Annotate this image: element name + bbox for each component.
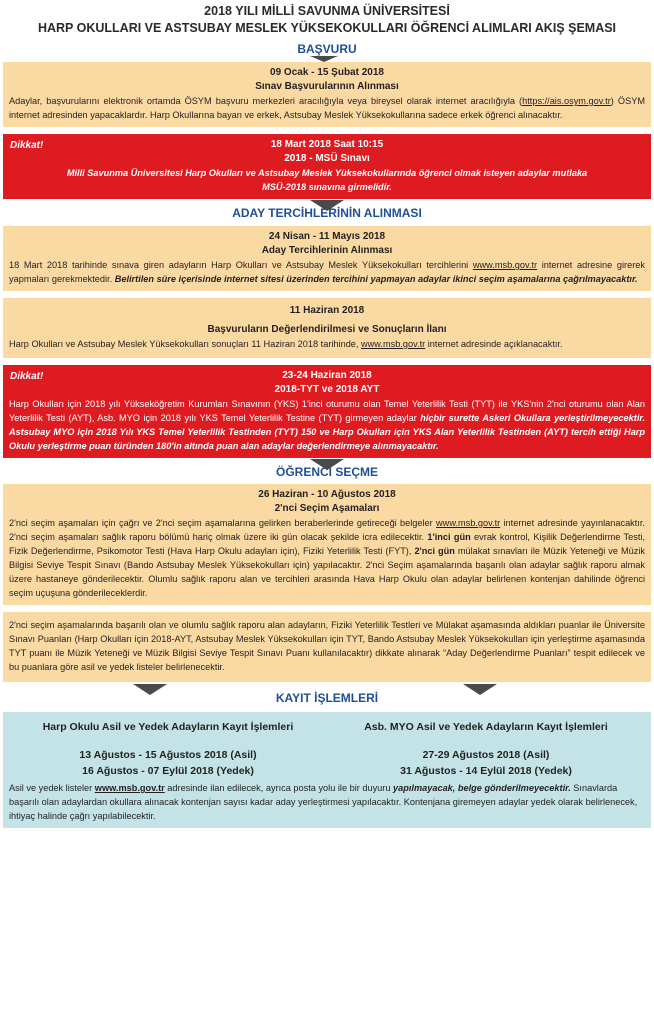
box-subtitle: 2'nci Seçim Aşamaları bbox=[274, 503, 380, 514]
box-subtitle: 2018 - MSÜ Sınavı bbox=[284, 153, 370, 164]
box-kayit-islemleri bbox=[3, 712, 651, 828]
box-date: 24 Nisan - 11 Mayıs 2018 bbox=[268, 231, 386, 242]
box-date: 09 Ocak - 15 Şubat 2018 bbox=[270, 67, 384, 78]
box-aday-tercih bbox=[3, 226, 651, 291]
box-text: 18 Mart 2018 tarihinde sınava giren adayların Harp Okulları ve Astsubay Meslek Yüksekokulları tercihlerini www.msb.gov.tr internet adresine girerek yapmaları gerekmektedir. Belirtilen süre içerisinde internet sitesi üzerinden tercihini yapmayan adaylar ikinci seçim aşamalarına çağrılmayacaktır. bbox=[9, 260, 645, 284]
box-text: Harp Okulları için 2018 yılı Yükseköğretim Kurumları Sınavının (YKS) 1'inci oturumu olan Temel Yeterlilik Testi (TYT) ile YKS'nin 2'nci oturumu olan Alan Yeterlilik Testi (AYT), Asb. MYO için 2018 yılı YKS Temel Yeterlilik Testine (TYT) girmeyen adaylar hiçbir surette Askeri Okullara yerleştirilmeyecektir. Astsubay MYO için 2018 Yılı YKS Temel Yeterlilik Testinden (TYT) 150 ve Harp Okulları için YKS Alan Yeterlilik Testinden (AYT) tercih ettiği Harp Okulu yerleştirme puan türünden 180'in altında puan alan adaylar değerlendirmeye alınmayacaktır. bbox=[9, 399, 645, 451]
box-subtitle: Başvuruların Değerlendirilmesi ve Sonuçların İlanı bbox=[207, 324, 447, 335]
title-line-2: HARP OKULLARI VE ASTSUBAY MESLEK YÜKSEKOKULLARI ÖĞRENCİ ALIMLARI AKIŞ ŞEMASI bbox=[37, 21, 617, 35]
msb-link[interactable]: www.msb.gov.tr bbox=[436, 518, 501, 528]
dikkat-label: Dikkat! bbox=[10, 371, 44, 382]
box-date: 11 Haziran 2018 bbox=[289, 305, 365, 316]
box-date: 18 Mart 2018 Saat 10:15 bbox=[270, 139, 384, 150]
section-secme: ÖĞRENCİ SEÇME bbox=[275, 465, 378, 479]
down-arrow-icon bbox=[310, 459, 344, 470]
box-text: Asil ve yedek listeler www.msb.gov.tr adresinde ilan edilecek, ayrıca posta yolu ile bir duyuru yapılmayacak, belge gönderilmeyecektir. Sınavlarda başarılı olan adaylardan okullara alınacak kontenjan sayısı kadar aday yerleştirmesi yapılacaktır. Kontenjana giremeyen adaylar yedek olarak belirlenecek, ihtiyaç halinde çağrı yapılabilecektir. bbox=[9, 783, 638, 821]
section-basvuru: BAŞVURU bbox=[297, 42, 357, 56]
box-msu-sinavi bbox=[3, 134, 651, 199]
down-arrow-icon bbox=[133, 684, 167, 695]
box-text: Milli Savunma Üniversitesi Harp Okulları ve Astsubay Meslek Yüksekokullarında öğrenci olmak isteyen adaylar mutlaka MSÜ-2018 sınavına girmelidir. bbox=[66, 168, 588, 192]
box-subtitle: Aday Tercihlerinin Alınması bbox=[261, 245, 393, 256]
down-arrow-icon bbox=[310, 200, 344, 211]
column-title: Asb. MYO Asil ve Yedek Adayların Kayıt İşlemleri bbox=[364, 721, 608, 733]
box-sinav-basvuru bbox=[3, 62, 651, 127]
title-line-1: 2018 YILI MİLLİ SAVUNMA ÜNİVERSİTESİ bbox=[204, 4, 450, 18]
kayit-columns bbox=[9, 720, 645, 779]
down-arrow-icon bbox=[310, 56, 338, 62]
box-subtitle: 2018-TYT ve 2018 AYT bbox=[274, 384, 380, 395]
box-secim-asamalari bbox=[3, 484, 651, 605]
msb-link[interactable]: www.msb.gov.tr bbox=[94, 783, 165, 793]
msb-link[interactable]: www.msb.gov.tr bbox=[361, 339, 426, 349]
osym-link[interactable]: https://ais.osym.gov.tr bbox=[522, 96, 611, 106]
msb-link[interactable]: www.msb.gov.tr bbox=[472, 260, 538, 270]
box-sonuc-ilani bbox=[3, 298, 651, 358]
column-date: 13 Ağustos - 15 Ağustos 2018 (Asil) bbox=[79, 749, 257, 761]
column-date: 31 Ağustos - 14 Eylül 2018 (Yedek) bbox=[400, 765, 572, 777]
column-date: 16 Ağustos - 07 Eylül 2018 (Yedek) bbox=[82, 765, 254, 777]
box-date: 26 Haziran - 10 Ağustos 2018 bbox=[258, 489, 396, 500]
section-tercih: ADAY TERCİHLERİNİN ALINMASI bbox=[232, 206, 422, 220]
harp-okulu-column bbox=[9, 720, 327, 779]
box-text: Harp Okulları ve Astsubay Meslek Yüksekokulları sonuçları 11 Haziran 2018 tarihinde, www.msb.gov.tr internet adresinde açıklanacaktır. bbox=[9, 339, 563, 349]
column-title: Harp Okulu Asil ve Yedek Adayların Kayıt İşlemleri bbox=[42, 721, 294, 733]
column-date: 27-29 Ağustos 2018 (Asil) bbox=[422, 749, 550, 761]
page-title bbox=[0, 0, 654, 37]
down-arrow-icon bbox=[463, 684, 497, 695]
box-text: 2'nci seçim aşamaları için çağrı ve 2'nci seçim aşamalarına gelirken beraberlerinde getireceği belgeler www.msb.gov.tr internet adresinde yayınlanacaktır. 2'nci seçim aşamaları sağlık raporu bölümü hariç olmak üzere iki gün olacak şekilde icra edilecektir. 1'inci gün evrak kontrol, Kişilik Değerlendirme Testi, Fizik Değerlendirme, Psikomotor Testi (Hava Harp Okulu adayları için), Fiziki Yeterlilik Testi (FYT), 2'nci gün mülakat sınavları ile Müzik Yeteneği ve Müzik Bilgisi Seviye Tespit Sınavı (Bando Astsubay Meslek Yüksekokulları için) yapılacaktır. 2'nci Seçim aşamalarında başarılı olan adaylar sağlık raporu almak üzere hastaneye gönderilecektir. Olumlu sağlık raporu alan ve tercihleri arasında Hava Harp Okulu olan adaylar belirlenen kontenjan dahilinde öğrenci seçim uçuşuna gönderileceklerdir. bbox=[9, 518, 645, 598]
box-text: Adaylar, başvurularını elektronik ortamda ÖSYM başvuru merkezleri aracılığıyla veya bireysel olarak internet aracılığıyla (https://ais.osym.gov.tr) ÖSYM internet adresinden yapacaklardır. Harp Okullarına bayan ve erkek, Astsubay Meslek Yüksekokullarına sadece erkek öğrenci alınacaktır. bbox=[9, 96, 645, 120]
section-kayit: KAYIT İŞLEMLERİ bbox=[275, 691, 379, 705]
box-subtitle: Sınav Başvurularının Alınması bbox=[255, 81, 399, 92]
asb-myo-column bbox=[327, 720, 645, 779]
dikkat-label: Dikkat! bbox=[10, 140, 44, 151]
box-tyt-ayt bbox=[3, 365, 651, 458]
box-text: 2'nci seçim aşamalarında başarılı olan ve olumlu sağlık raporu alan adayların, Fiziki Yeterlilik Testleri ve Mülakat aşamasında aldıkları puanlar ile Üniversite Sınavı Puanları (Harp Okulları için 2018-AYT, Astsubay Meslek Yüksekokulları için TYT, Bando Astsubay Meslek Yüksekokulları için yerleştirme aşamasında TYT puanı ile Müzik Yeteneği ve Müzik Bilgisi Seviye Tespit Sınavı Puanı kullanılacaktır) dikkate alınarak “Aday Değerlendirme Puanları” tespit edilecek ve bu puanlara göre asil ve yedek listeler belirlenecektir. bbox=[9, 620, 645, 672]
box-date: 23-24 Haziran 2018 bbox=[282, 370, 372, 381]
box-degerlendirme bbox=[3, 612, 651, 682]
